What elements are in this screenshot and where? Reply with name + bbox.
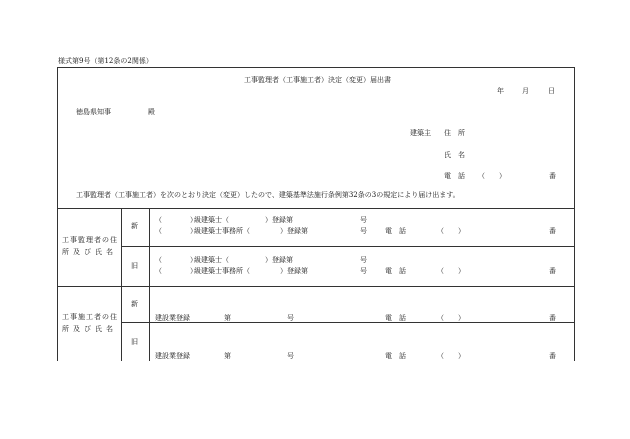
supervisor-old-phone-paren: （ ） [437,267,465,275]
supervisor-new-office-reg: ）登録第 [280,227,308,235]
contractor-old-label: 旧 [131,338,138,346]
contractor-new-phone-suffix: 番 [549,314,556,322]
supervisor-old-office-reg: ）登録第 [280,267,308,275]
contractor-label-line2: 所及び氏名 [62,325,117,333]
supervisor-new-paren1: （ ） [155,216,197,224]
supervisor-old-paren1: （ ） [155,256,197,264]
contractor-old-phone-suffix: 番 [549,352,556,360]
contractor-new-phone-label: 電 話 [385,314,406,322]
supervisor-new-reg: ）登録第 [265,216,293,224]
supervisor-old-office: 級建築士事務所（ [194,267,250,275]
addressee-honorific: 殿 [148,108,155,116]
supervisor-old-label: 旧 [131,262,138,270]
applicant-phone-label: 電 話 [444,172,465,180]
applicant-phone-paren: （ ） [478,172,506,180]
supervisor-old-arch: 級建築士（ [194,256,229,264]
supervisor-old-phone-suffix: 番 [549,267,556,275]
form-number: 様式第9号（第12条の2関係） [58,57,153,65]
statement: 工事監理者（工事施工者）を次のとおり決定（変更）したので、建築基準法施行条例第32条の3の規定により届け出ます。 [76,191,460,199]
applicant-phone-suffix: 番 [549,172,556,180]
supervisor-new-phone-suffix: 番 [549,227,556,235]
supervisor-new-label: 新 [131,222,138,230]
supervisor-new-num: 号 [360,216,367,224]
contractor-new-num: 号 [287,314,294,322]
supervisor-new-office-num: 号 [360,227,367,235]
contractor-old-phone-paren: （ ） [437,352,465,360]
date-month: 月 [522,87,529,95]
contractor-old-dai: 第 [224,352,231,360]
contractor-new-phone-paren: （ ） [437,314,465,322]
supervisor-new-phone-paren: （ ） [437,227,465,235]
date-year: 年 [497,87,504,95]
applicant-role: 建築主 [410,129,431,137]
supervisor-label-line1: 工事監理者の住 [62,236,118,244]
supervisor-old-phone-label: 電 話 [385,267,406,275]
supervisor-label-line2: 所及び氏名 [62,248,117,256]
supervisor-new-phone-label: 電 話 [385,227,406,235]
applicant-address-label: 住 所 [444,129,465,137]
addressee-name: 徳島県知事 [76,108,111,116]
supervisor-new-arch: 級建築士（ [194,216,229,224]
contractor-new-label: 新 [131,300,138,308]
supervisor-old-office-num: 号 [360,267,367,275]
supervisor-old-reg: ）登録第 [265,256,293,264]
supervisor-new-paren2: （ ） [155,227,197,235]
form-title: 工事監理者（工事施工者）決定（変更）届出書 [244,76,391,84]
contractor-label-line1: 工事施工者の住 [62,313,118,321]
contractor-new-reg: 建設業登録 [155,314,190,322]
contractor-old-reg: 建設業登録 [155,352,190,360]
contractor-new-dai: 第 [224,314,231,322]
applicant-name-label: 氏 名 [444,151,465,159]
date-day: 日 [548,87,555,95]
contractor-old-phone-label: 電 話 [385,352,406,360]
supervisor-old-paren2: （ ） [155,267,197,275]
supervisor-old-num: 号 [360,256,367,264]
contractor-old-num: 号 [287,352,294,360]
supervisor-new-office: 級建築士事務所（ [194,227,250,235]
